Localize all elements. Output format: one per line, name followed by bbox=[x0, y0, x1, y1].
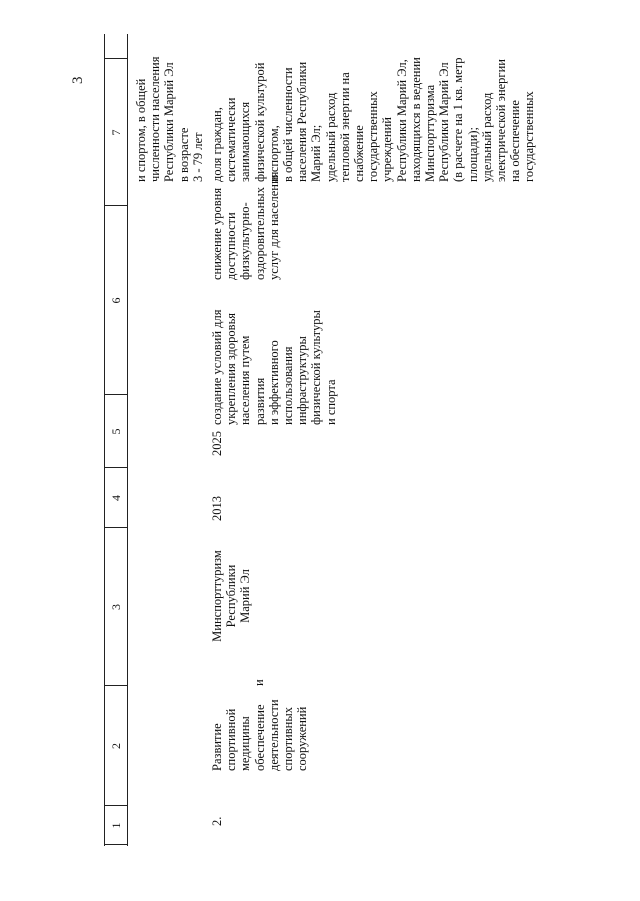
header-col-3: 3 bbox=[109, 604, 123, 610]
header-col-5: 5 bbox=[109, 428, 123, 435]
row-number: 2. bbox=[210, 816, 224, 826]
consequence-of-non-implementation: снижение уровня доступности физкультурно- оздоровительных услуг для населения bbox=[210, 171, 281, 280]
start-year: 2013 bbox=[210, 496, 224, 521]
measure-name: Развитие спортивной медицины обеспечение деятельности спортивных сооружений bbox=[210, 699, 310, 771]
indicators: доля граждан, систематически занимающихся физической культурой и спортом, в общей численности населения Республики Марий Эл; удельный расход тепловой энергии на снабжение государственных учреждений Республики Марий Эл, находящихся в ведении Минспорттуризма Республики Марий Эл (в расчете на 1 кв. метр площади); удельный расход электрической энергии на обеспечение государственных bbox=[210, 57, 537, 182]
executor: Минспорттуризм Республики Марий Эл bbox=[210, 550, 253, 642]
header-col-1: 1 bbox=[109, 822, 123, 829]
header-col-8 bbox=[105, 0, 127, 59]
end-year: 2025 bbox=[210, 431, 224, 456]
page-number: 3 bbox=[70, 76, 86, 84]
header-col-7: 7 bbox=[109, 129, 123, 136]
header-col-2: 2 bbox=[109, 743, 123, 749]
header-col-4: 4 bbox=[109, 495, 123, 501]
indicator-continuation: и спортом, в общей численности населения Республики Марий Эл в возрасте 3 - 79 лет bbox=[134, 56, 205, 182]
header-col-6: 6 bbox=[109, 297, 123, 304]
table-header-row bbox=[104, 34, 128, 846]
expected-result: создание условий для укрепления здоровья населения путем развития и эффективного использования инфраструктуры физической культуры и спорта bbox=[210, 309, 338, 425]
table-page bbox=[104, 34, 537, 846]
measure-name-conjunction: и bbox=[252, 679, 266, 686]
